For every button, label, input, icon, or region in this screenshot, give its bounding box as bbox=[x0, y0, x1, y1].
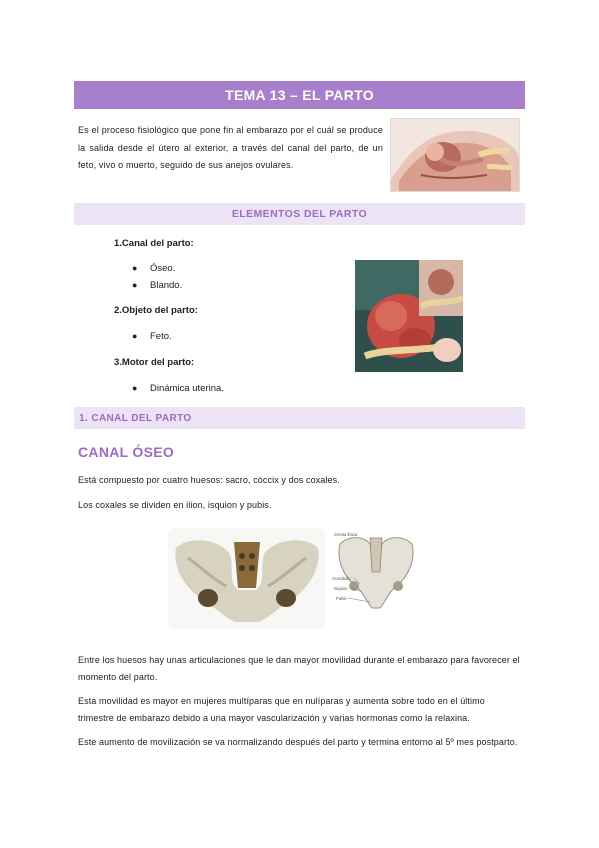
birth-illustration-image bbox=[390, 118, 520, 192]
bullet-icon: ● bbox=[132, 263, 138, 273]
pelvis-diagram-image bbox=[332, 530, 420, 616]
section-heading-canal: 1. CANAL DEL PARTO bbox=[74, 407, 525, 429]
list-item bbox=[132, 331, 172, 342]
list-item-text: Feto. bbox=[150, 331, 172, 342]
element-label-motor: 3.Motor del parto: bbox=[114, 357, 195, 368]
fetus-photo-svg bbox=[355, 260, 463, 372]
pelvis-photo-svg bbox=[168, 528, 325, 629]
paragraph: Los coxales se dividen en ilion, isquion y pubis. bbox=[78, 500, 272, 510]
element-label-objeto: 2.Objeto del parto: bbox=[114, 305, 198, 316]
fetus-photo-image bbox=[355, 260, 463, 372]
section-heading-elements: ELEMENTOS DEL PARTO bbox=[74, 203, 525, 225]
diagram-label-ischium: Isquion bbox=[334, 586, 348, 591]
list-item bbox=[132, 280, 183, 291]
list-item-text: Óseo. bbox=[150, 263, 176, 274]
list-item bbox=[132, 263, 176, 274]
intro-paragraph: Es el proceso fisiológico que pone fin al embarazo por el cuál se produce la salida desde el útero al exterior, a través del canal del parto, de un feto, vivo o muerto, seguido de sus anejos ovulares. bbox=[78, 125, 383, 170]
list-item-text: Blando. bbox=[150, 280, 183, 291]
bullet-icon: ● bbox=[132, 383, 138, 393]
bullet-icon: ● bbox=[132, 280, 138, 290]
list-item bbox=[132, 383, 224, 394]
element-label-canal: 1.Canal del parto: bbox=[114, 238, 194, 249]
birth-illustration-svg bbox=[391, 119, 519, 191]
pelvis-diagram-svg bbox=[332, 530, 420, 616]
page-title: TEMA 13 – EL PARTO bbox=[74, 81, 525, 109]
paragraph: Esta movilidad es mayor en mujeres multíparas que en nulíparas y aumenta sobre todo en el último trimestre de embarazo debido a una mayor vascularización y varias hormonas como la relaxina. bbox=[78, 696, 485, 723]
diagram-label-acetabulum: Acetábulo bbox=[332, 576, 351, 581]
pelvis-photo-image bbox=[168, 528, 325, 629]
list-item-text: Dinámica uterina. bbox=[150, 383, 224, 394]
paragraph: Está compuesto por cuatro huesos: sacro, cóccix y dos coxales. bbox=[78, 475, 340, 485]
subheading-canal-oseo: CANAL ÓSEO bbox=[78, 444, 175, 460]
bullet-icon: ● bbox=[132, 331, 138, 341]
paragraph: Entre los huesos hay unas articulaciones que le dan mayor movilidad durante el embarazo para favorecer el momento del parto. bbox=[78, 655, 520, 682]
paragraph: Este aumento de movilización se va normalizando después del parto y termina entorno al 5º mes postparto. bbox=[78, 737, 518, 747]
diagram-label-pubis: Pubis bbox=[336, 596, 347, 601]
diagram-label-crest: Cresta ilíaca bbox=[334, 532, 358, 537]
